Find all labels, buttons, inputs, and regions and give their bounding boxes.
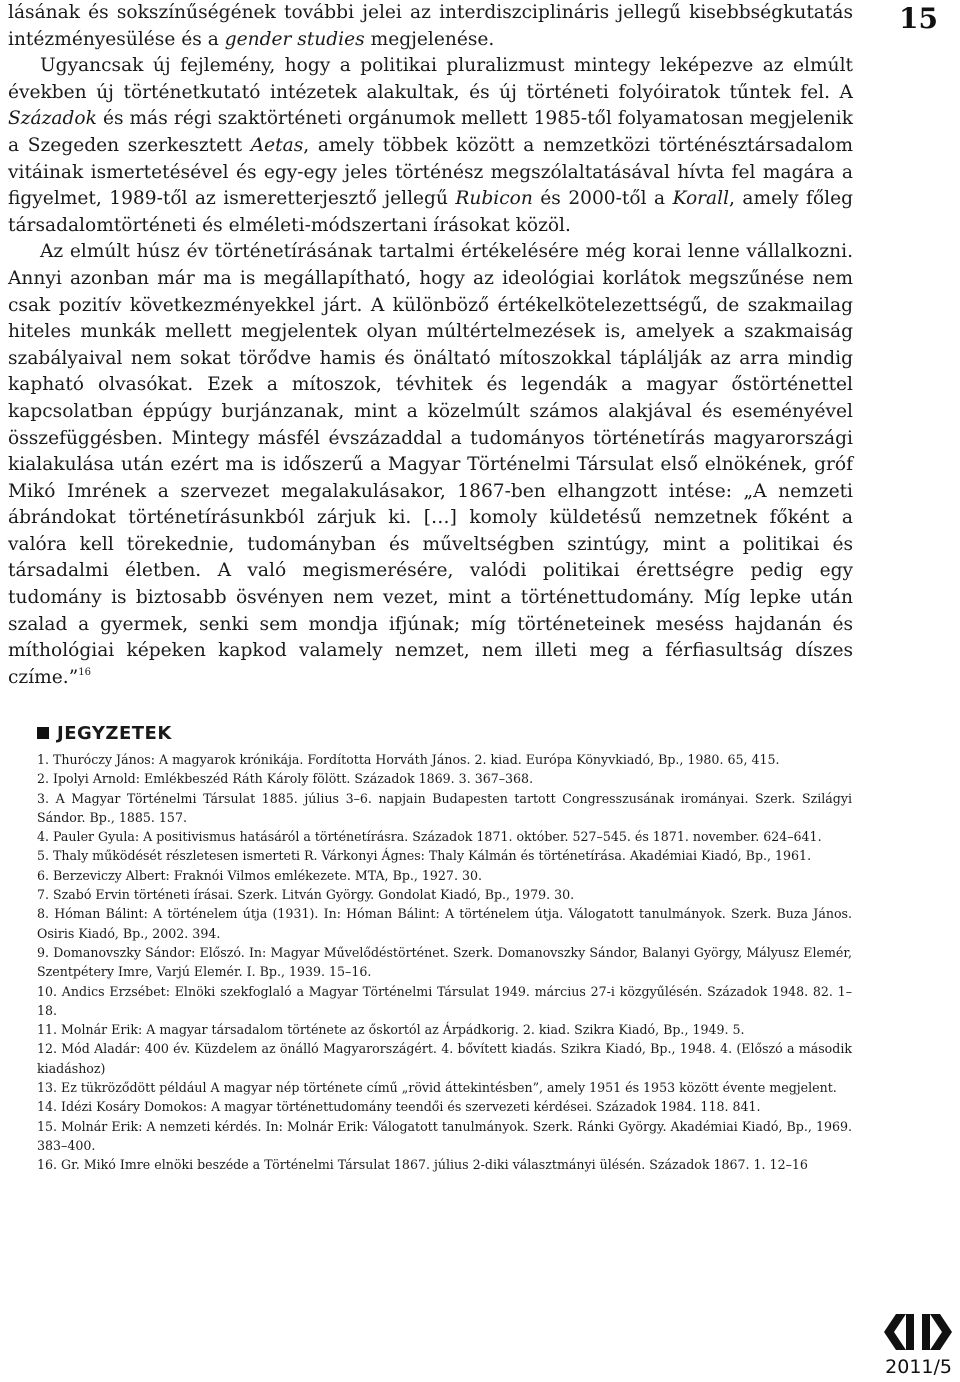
text-run: és 2000-től a — [532, 188, 673, 210]
note-item: 1. Thuróczy János: A magyarok krónikája. Fordította Horváth János. 2. kiad. Európa Könyvkiadó, Bp., 1980. 65, 415. — [37, 752, 780, 767]
note-item: 6. Berzeviczy Albert: Fraknói Vilmos emlékezete. MTA, Bp., 1927. 30. — [37, 867, 482, 883]
article-body — [8, 0, 853, 691]
paragraph — [8, 53, 853, 239]
text-run: és más régi szaktörténeti orgánumok mellett 1985-től folyamatosan megjelenik a Szegeden szerkesztett — [8, 108, 853, 156]
note-item: 7. Szabó Ervin történeti írásai. Szerk. Litván György. Gondolat Kiadó, Bp., 1979. 30. — [37, 887, 575, 903]
note-item: 14. Idézi Kosáry Domokos: A magyar történettudomány teendői és szervezeti kérdései. Századok 1984. 118. 841. — [37, 1099, 761, 1115]
note-item: 10. Andics Erzsébet: Elnöki szekfoglaló a Magyar Történelmi Társulat 1949. március 27-i közgyűlésén. Századok 1948. 82. 1–18. — [37, 983, 852, 1018]
italic-title: Századok — [8, 108, 97, 130]
note-item: 12. Mód Aladár: 400 év. Küzdelem az önálló Magyarországért. 4. bővített kiadás. Szikra Kiadó, Bp., 1948. 4. (Előszó a második kiadáshoz) — [37, 1041, 852, 1076]
italic-title: Korall — [672, 188, 730, 210]
notes-heading — [37, 722, 852, 744]
notes-section — [37, 722, 852, 1175]
note-item: 2. Ipolyi Arnold: Emlékbeszéd Ráth Károly fölött. Századok 1869. 3. 367–368. — [37, 771, 534, 787]
note-item: 13. Ez tükröződött például A magyar nép története című „rövid áttekintésben”, amely 1951 és 1953 között évente megjelent. — [37, 1080, 837, 1096]
note-item: 8. Hóman Bálint: A történelem útja (1931). In: Hóman Bálint: A történelem útja. Válogatott tanulmányok. Szerk. Buza János. Osiris Kiadó, Bp., 2002. 394. — [37, 906, 852, 941]
notes-heading-label: JEGYZETEK — [57, 722, 172, 744]
note-item: 16. Gr. Mikó Imre elnöki beszéde a Történelmi Társulat 1867. július 2-diki választmányi ülésén. Századok 1867. 1. 12–16 — [37, 1157, 808, 1173]
note-item: 5. Thaly működését részletesen ismerteti R. Várkonyi Ágnes: Thaly Kálmán és történetírása. Akadémiai Kiadó, Bp., 1961. — [37, 848, 812, 864]
footnote-reference: 16 — [78, 666, 91, 678]
note-item: 9. Domanovszky Sándor: Előszó. In: Magyar Művelődéstörténet. Szerk. Domanovszky Sándor, Balanyi György, Mályusz Elemér, Szentpétery Imre, Varjú Elemér. I. Bp., 1939. 15–16. — [37, 944, 852, 980]
text-run: megjelenése. — [364, 28, 495, 50]
text-run: , amely többek között a nemzetközi történésztársadalom vitáinak ismertetésével és egy-egy jeles történész megszólaltatásával hívta fel magára a figyelmet, 1989-től az ismeretterjesztő jellegű — [8, 134, 853, 210]
text-run: lásának és sokszínűségének további jelei az interdiszciplináris jellegű kisebbségkutatás intézményesülése és a — [8, 2, 853, 50]
square-bullet-icon — [37, 727, 49, 739]
text-run: Az elmúlt húsz év történetírásának tartalmi értékelésére még korai lenne vállalkozni. Annyi azonban már ma is megállapítható, hogy az ideológiai korlátok megszűnése nem csak pozitív következményekkel járt. A különböző értékelkötelezettségű, de szakmailag hiteles munkák mellett megjelentek olyan múltértelmezések is, amelyek a szakmaiság szabályaival nem sokat törődve hamis és önáltató mítoszokkal táplálják az arra mindig kapható olvasókat. Ezek a mítoszok, tévhitek és legendák a magyar őstörténettel kapcsolatban éppúgy burjánzanak, mint a közelmúlt számos alakjával és eseményével összefüggésben. Mintegy másfél évszázaddal a tudományos történetírás magyarországi kialakulása után ezért ma is időszerű a Magyar Történelmi Társulat első elnökének, gróf Mikó Imrének a szervezet megalakulásakor, 1867-ben elhangzott intése: „A nemzeti ábrándokat történetírásunkból zárjuk ki. […] komoly küldetésű nemzetnek főként a valóra kell törekednie, tudományban és műveltségben szintúgy, mint a politikai és társadalmi életben. A való megismerésére, valódi politikai érettségre pedig egy tudomány is biztosabb ösvényen nem vezet, mint a történettudomány. Míg lepke után szalad a gyermek, senki sem mondja ifjúnak; míg történeteinek meséss hajdanán és míthológiai képeken kapkod valamely nemzet, nem illeti meg a férfiasultság díszes czíme.” — [8, 241, 853, 688]
text-run: Ugyancsak új fejlemény, hogy a politikai pluralizmust mintegy leképezve az elmúlt években új történetkutató intézetek alakultak, és új történeti folyóiratok tűntek fel. A — [8, 55, 853, 103]
note-item: 4. Pauler Gyula: A positivismus hatásáról a történetírásra. Századok 1871. október. 527–545. és 1871. november. 624–641. — [37, 829, 822, 845]
paragraph — [8, 0, 853, 53]
italic-title: gender studies — [224, 28, 365, 50]
journal-logo-icon — [882, 1312, 954, 1352]
note-item: 15. Molnár Erik: A nemzeti kérdés. In: Molnár Erik: Válogatott tanulmányok. Szerk. Ránki György. Akadémiai Kiadó, Bp., 1969. 383–400. — [37, 1118, 852, 1153]
italic-title: Rubicon — [455, 188, 533, 210]
issue-number: 2011/5 — [885, 1356, 952, 1378]
paragraph — [8, 239, 853, 691]
text-run: , amely főleg társadalomtörténeti és elméleti-módszertani írásokat közöl. — [8, 188, 853, 236]
note-list — [37, 750, 852, 1175]
note-item: 11. Molnár Erik: A magyar társadalom története az őskortól az Árpádkorig. 2. kiad. Szikra Kiadó, Bp., 1949. 5. — [37, 1022, 745, 1038]
note-item: 3. A Magyar Történelmi Társulat 1885. július 3–6. napjain Budapesten tartott Congresszusának irományai. Szerk. Szilágyi Sándor. Bp., 1885. 157. — [37, 790, 852, 825]
italic-title: Aetas — [250, 134, 304, 156]
page-number: 15 — [899, 2, 938, 35]
